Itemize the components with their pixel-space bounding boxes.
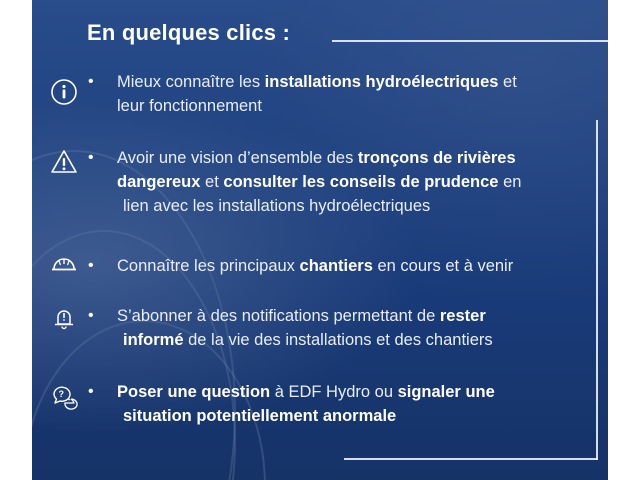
text-fragment: Mieux connaître les	[117, 73, 265, 91]
helmet-icon	[50, 250, 78, 278]
highlight-text: situation potentiellement anormale	[123, 407, 397, 425]
highlight-text: Poser une question	[117, 383, 271, 401]
bullet: •	[88, 307, 94, 324]
text-fragment: et	[200, 173, 224, 191]
item-text	[117, 304, 578, 352]
item-text	[117, 380, 578, 428]
highlight-text: dangereux	[117, 173, 201, 191]
warning-icon	[50, 148, 78, 176]
text-fragment: en cours et à venir	[372, 257, 514, 275]
bullet: •	[88, 257, 94, 274]
chat-question-icon	[50, 382, 78, 410]
text-fragment: Avoir une vision d’ensemble des	[117, 149, 358, 167]
text-fragment: à EDF Hydro ou	[270, 383, 398, 401]
bell-icon	[50, 304, 78, 332]
background-image	[32, 0, 608, 480]
svg-text:?: ?	[58, 389, 64, 399]
text-fragment: S’abonner à des notifications permettant de	[117, 307, 440, 325]
highlight-text: chantiers	[299, 257, 373, 275]
bullet: •	[88, 149, 94, 166]
bullet: •	[88, 73, 94, 90]
text-fragment: Connaître les principaux	[117, 257, 300, 275]
highlight-text: tronçons de rivières	[357, 149, 516, 167]
highlight-text: signaler une	[397, 383, 495, 401]
item-text	[117, 70, 578, 118]
highlight-text: installations hydroélectriques	[264, 73, 499, 91]
frame-line-top	[332, 40, 608, 42]
text-fragment: de la vie des installations et des chantiers	[183, 331, 493, 349]
text-fragment: lien avec les installations hydroélectriques	[123, 197, 431, 215]
section-title: En quelques clics :	[87, 20, 291, 45]
highlight-text: consulter les conseils de prudence	[223, 173, 499, 191]
text-fragment: et	[498, 73, 517, 91]
info-icon	[50, 78, 78, 106]
item-text	[117, 146, 578, 218]
highlight-text: rester	[439, 307, 486, 325]
text-fragment: leur fonctionnement	[117, 97, 262, 115]
bullet: •	[88, 383, 94, 400]
frame-line-bottom	[344, 458, 598, 460]
item-text	[117, 254, 578, 278]
highlight-text: informé	[123, 331, 184, 349]
frame-line-right	[596, 120, 598, 460]
text-fragment: en	[498, 173, 522, 191]
